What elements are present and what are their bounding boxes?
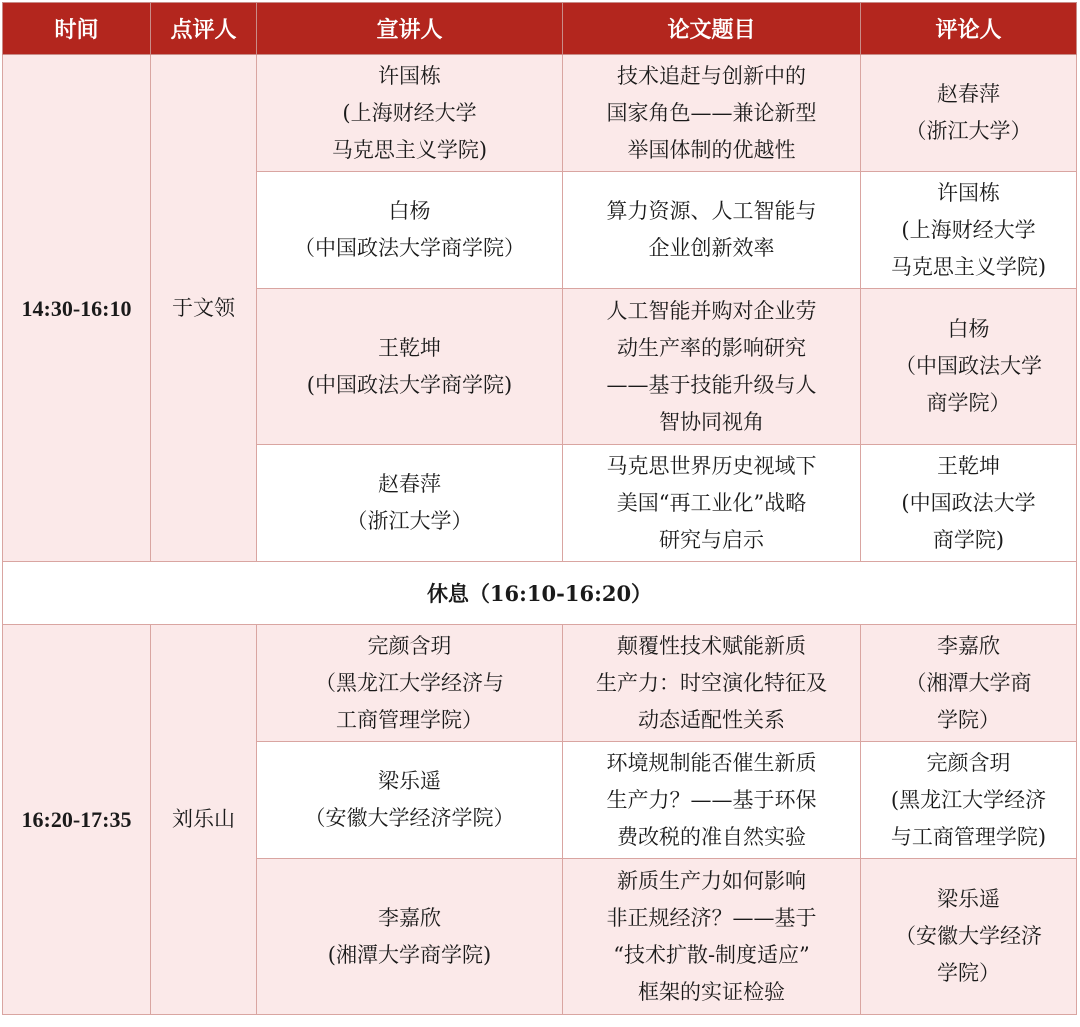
discussant-affiliation: (黑龙江大学经济 bbox=[890, 787, 1047, 812]
session2-time: 16:20-17:35 bbox=[3, 625, 151, 1015]
break-row bbox=[3, 562, 1077, 625]
discussant-cell bbox=[861, 445, 1077, 562]
discussant-name: 许国栋 bbox=[937, 180, 1000, 205]
speaker-affiliation: (上海财经大学 bbox=[342, 100, 477, 125]
speaker-affiliation: (中国政法大学商学院) bbox=[306, 372, 513, 397]
paper-title-line: 国家角色——兼论新型 bbox=[606, 100, 817, 125]
discussant-name: 完颜含玥 bbox=[926, 750, 1011, 775]
discussant-affiliation: 马克思主义学院) bbox=[890, 254, 1047, 279]
paper-cell bbox=[563, 55, 861, 172]
speaker-affiliation: （黑龙江大学经济与 bbox=[315, 670, 504, 695]
paper-title-line: 颠覆性技术赋能新质 bbox=[617, 633, 806, 658]
header-discussant: 评论人 bbox=[861, 3, 1077, 55]
session2-host: 刘乐山 bbox=[151, 625, 257, 1015]
discussant-cell bbox=[861, 859, 1077, 1015]
discussant-affiliation: 学院） bbox=[937, 961, 1000, 985]
speaker-name: 白杨 bbox=[388, 199, 431, 223]
speaker-affiliation: 工商管理学院） bbox=[336, 707, 483, 732]
paper-title-line: 研究与启示 bbox=[659, 527, 764, 552]
speaker-cell bbox=[257, 742, 563, 859]
header-speaker: 宣讲人 bbox=[257, 3, 563, 55]
discussant-affiliation: 商学院） bbox=[926, 391, 1011, 415]
discussant-affiliation: （浙江大学） bbox=[905, 119, 1032, 143]
paper-title-line: 新质生产力如何影响 bbox=[617, 868, 806, 893]
paper-title-line: 动生产率的影响研究 bbox=[617, 335, 806, 360]
table-header bbox=[3, 3, 1077, 55]
discussant-name: 李嘉欣 bbox=[937, 633, 1000, 658]
discussant-name: 赵春萍 bbox=[937, 82, 1000, 106]
speaker-cell bbox=[257, 445, 563, 562]
paper-title-line: 算力资源、人工智能与 bbox=[606, 199, 817, 223]
speaker-affiliation: （浙江大学） bbox=[346, 509, 473, 533]
speaker-name: 李嘉欣 bbox=[378, 905, 441, 930]
paper-title-line: 动态适配性关系 bbox=[638, 707, 785, 732]
speaker-cell bbox=[257, 859, 563, 1015]
speaker-affiliation: （安徽大学经济学院） bbox=[304, 806, 515, 830]
discussant-affiliation: （湘潭大学商 bbox=[905, 670, 1032, 695]
paper-title-line: 企业创新效率 bbox=[648, 236, 775, 260]
header-paper: 论文题目 bbox=[563, 3, 861, 55]
header-row bbox=[3, 3, 1077, 55]
paper-cell bbox=[563, 859, 861, 1015]
paper-title-line: 智协同视角 bbox=[659, 409, 764, 434]
speaker-cell bbox=[257, 289, 563, 445]
discussant-cell bbox=[861, 742, 1077, 859]
discussant-affiliation: 学院） bbox=[937, 707, 1000, 732]
paper-title-line: “技术扩散-制度适应” bbox=[613, 942, 810, 967]
paper-cell bbox=[563, 445, 861, 562]
table-row bbox=[3, 625, 1077, 742]
table-row bbox=[3, 55, 1077, 172]
paper-title-line: 环境规制能否催生新质 bbox=[606, 750, 817, 775]
speaker-name: 梁乐遥 bbox=[378, 769, 441, 793]
discussant-affiliation: 与工商管理学院) bbox=[890, 824, 1047, 849]
discussant-affiliation: 商学院) bbox=[932, 527, 1005, 552]
break-label: 休息（16:10-16:20） bbox=[3, 562, 1077, 625]
discussant-affiliation: (上海财经大学 bbox=[901, 217, 1036, 242]
discussant-cell bbox=[861, 55, 1077, 172]
paper-title-line: 举国体制的优越性 bbox=[627, 137, 796, 162]
speaker-cell bbox=[257, 625, 563, 742]
discussant-affiliation: (中国政法大学 bbox=[901, 490, 1036, 515]
speaker-affiliation: 马克思主义学院) bbox=[331, 137, 488, 162]
header-time: 时间 bbox=[3, 3, 151, 55]
paper-cell bbox=[563, 742, 861, 859]
paper-title-line: 非正规经济？——基于 bbox=[606, 905, 817, 930]
speaker-cell bbox=[257, 55, 563, 172]
paper-title-line: 框架的实证检验 bbox=[638, 979, 785, 1004]
speaker-name: 完颜含玥 bbox=[367, 633, 452, 658]
speaker-name: 许国栋 bbox=[378, 63, 441, 88]
discussant-affiliation: （中国政法大学 bbox=[895, 354, 1042, 378]
paper-title-line: 马克思世界历史视域下 bbox=[606, 453, 817, 478]
speaker-name: 赵春萍 bbox=[378, 472, 441, 496]
paper-title-line: 人工智能并购对企业劳 bbox=[606, 298, 817, 323]
session1-time: 14:30-16:10 bbox=[3, 55, 151, 562]
paper-title-line: 费改税的准自然实验 bbox=[617, 824, 806, 849]
discussant-cell bbox=[861, 172, 1077, 289]
speaker-name: 王乾坤 bbox=[378, 335, 441, 360]
discussant-cell bbox=[861, 289, 1077, 445]
paper-cell bbox=[563, 289, 861, 445]
paper-cell bbox=[563, 172, 861, 289]
speaker-cell bbox=[257, 172, 563, 289]
paper-title-line: ——基于技能升级与人 bbox=[606, 372, 817, 397]
paper-title-line: 生产力：时空演化特征及 bbox=[596, 670, 827, 695]
paper-title-line: 技术追赶与创新中的 bbox=[617, 63, 806, 88]
discussant-name: 梁乐遥 bbox=[937, 887, 1000, 911]
header-host: 点评人 bbox=[151, 3, 257, 55]
paper-cell bbox=[563, 625, 861, 742]
schedule-table bbox=[2, 2, 1077, 1015]
speaker-affiliation: (湘潭大学商学院) bbox=[327, 942, 492, 967]
paper-title-line: 美国“再工业化”战略 bbox=[616, 490, 807, 515]
paper-title-line: 生产力？——基于环保 bbox=[606, 787, 817, 812]
discussant-cell bbox=[861, 625, 1077, 742]
session1-host: 于文领 bbox=[151, 55, 257, 562]
discussant-affiliation: （安徽大学经济 bbox=[895, 924, 1042, 948]
speaker-affiliation: （中国政法大学商学院） bbox=[294, 236, 525, 260]
discussant-name: 王乾坤 bbox=[937, 453, 1000, 478]
discussant-name: 白杨 bbox=[947, 317, 990, 341]
